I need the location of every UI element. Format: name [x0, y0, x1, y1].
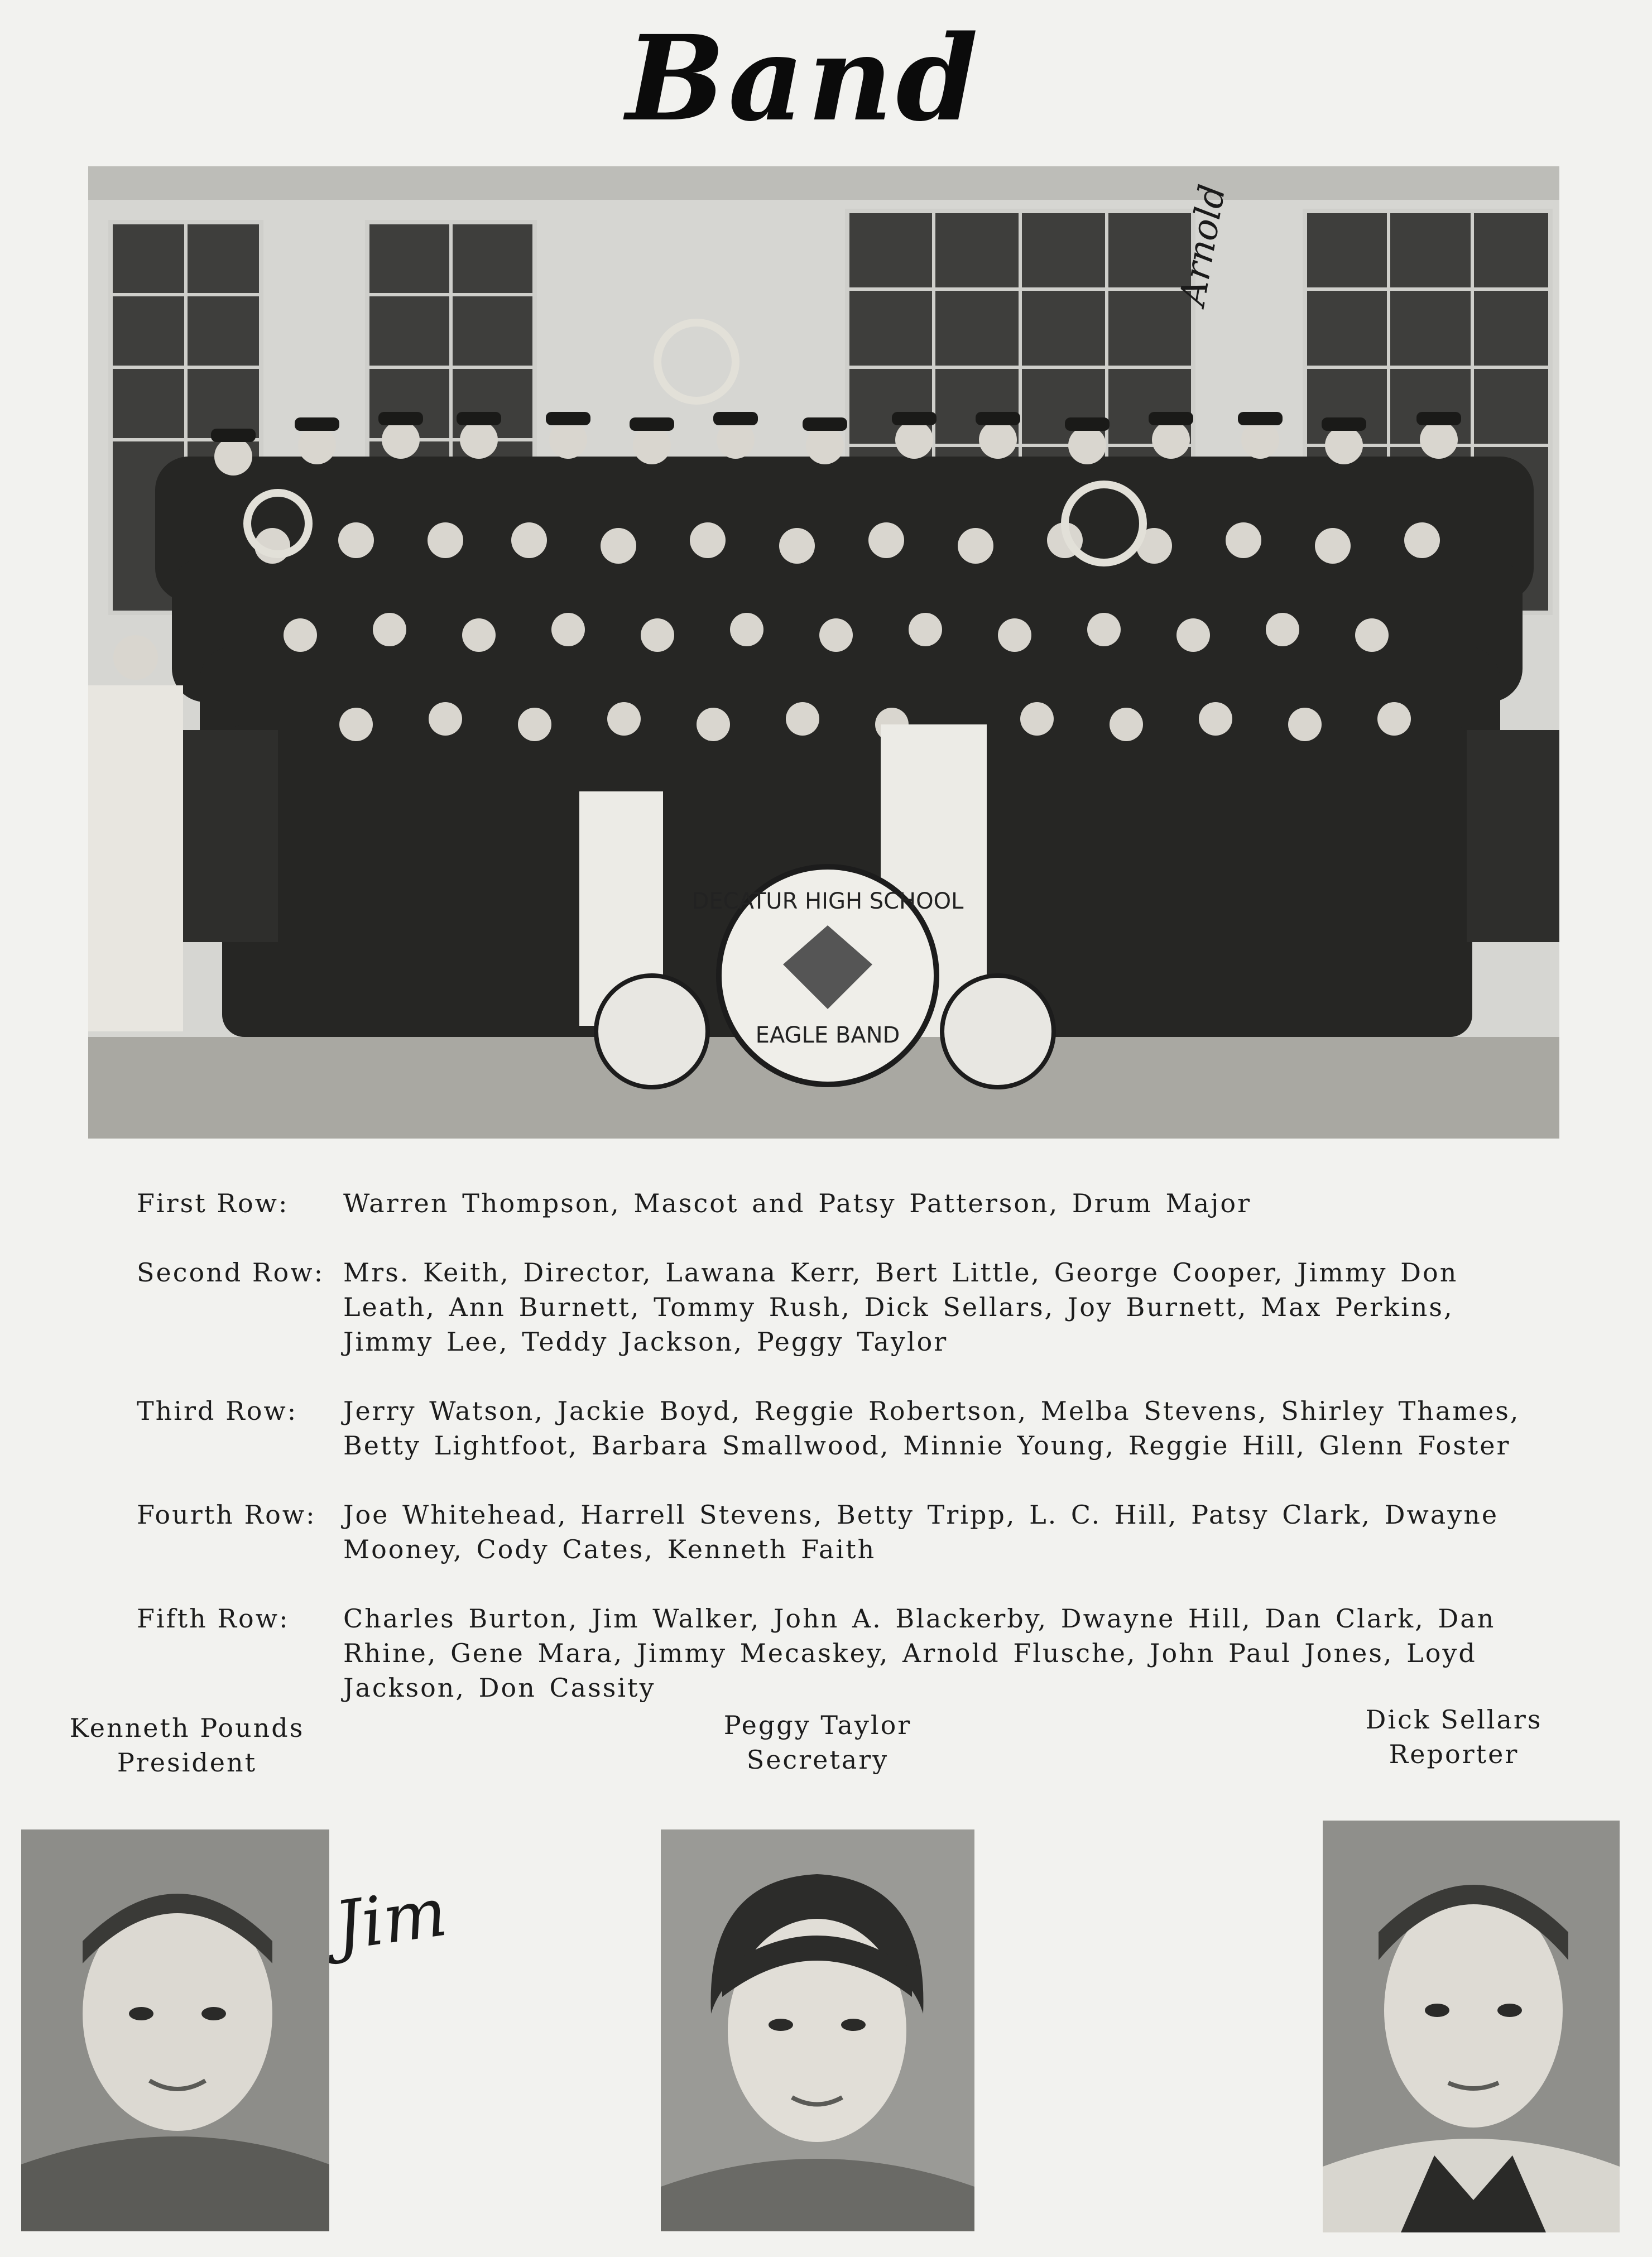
drum-text-bottom: EAGLE BAND [755, 1022, 900, 1048]
officer-role: Reporter [1389, 1739, 1519, 1769]
roster-label: First Row: [137, 1188, 289, 1218]
roster-label: Second Row: [137, 1257, 325, 1288]
portrait-signature: Jim [330, 1873, 452, 1966]
portrait-reporter [1323, 1821, 1620, 2232]
portrait-secretary [661, 1829, 974, 2231]
officer-role: Secretary [746, 1745, 889, 1775]
officer-name: Peggy Taylor [723, 1710, 912, 1740]
roster-names: Joe Whitehead, Harrell Stevens, Betty Tripp, L. C. Hill, Patsy Clark, Dwayne Mooney, Cody Cates, Kenneth Faith [343, 1500, 1499, 1564]
officer-name: Dick Sellars [1365, 1704, 1543, 1735]
photo-signature: Arnold [1172, 181, 1234, 309]
roster-label: Fourth Row: [137, 1500, 316, 1530]
roster-names: Jerry Watson, Jackie Boyd, Reggie Robertson, Melba Stevens, Shirley Thames, Betty Lightfoot, Barbara Smallwood, Minnie Young, Reggie Hill, Glenn Foster [343, 1396, 1520, 1461]
officer-caption-reporter [1323, 1702, 1585, 1771]
roster-names: Warren Thompson, Mascot and Patsy Patterson, Drum Major [343, 1188, 1252, 1218]
roster-row-second [137, 1255, 1543, 1359]
roster [137, 1186, 1543, 1740]
roster-row-fourth [137, 1497, 1543, 1567]
roster-label: Fifth Row: [137, 1603, 290, 1634]
portrait-president [21, 1829, 329, 2231]
officer-caption-president [56, 1711, 318, 1780]
officer-role: President [117, 1747, 257, 1778]
roster-row-fifth [137, 1601, 1543, 1705]
roster-names: Charles Burton, Jim Walker, John A. Blackerby, Dwayne Hill, Dan Clark, Dan Rhine, Gene Mara, Jimmy Mecaskey, Arnold Flusche, John Paul Jones, Loyd Jackson, Don Cassity [343, 1603, 1496, 1703]
band-group-photo [88, 166, 1559, 1139]
roster-row-third [137, 1394, 1543, 1463]
roster-label: Third Row: [137, 1396, 298, 1426]
officer-caption-secretary [686, 1708, 949, 1777]
page-title: Band [626, 9, 982, 147]
officer-name: Kenneth Pounds [69, 1713, 305, 1743]
drum-text-top: DECATUR HIGH SCHOOL [691, 889, 964, 914]
roster-row-first [137, 1186, 1543, 1221]
roster-names: Mrs. Keith, Director, Lawana Kerr, Bert Little, George Cooper, Jimmy Don Leath, Ann Burnett, Tommy Rush, Dick Sellars, Joy Burnett, Max Perkins, Jimmy Lee, Teddy Jackson, Peggy Taylor [343, 1257, 1458, 1357]
